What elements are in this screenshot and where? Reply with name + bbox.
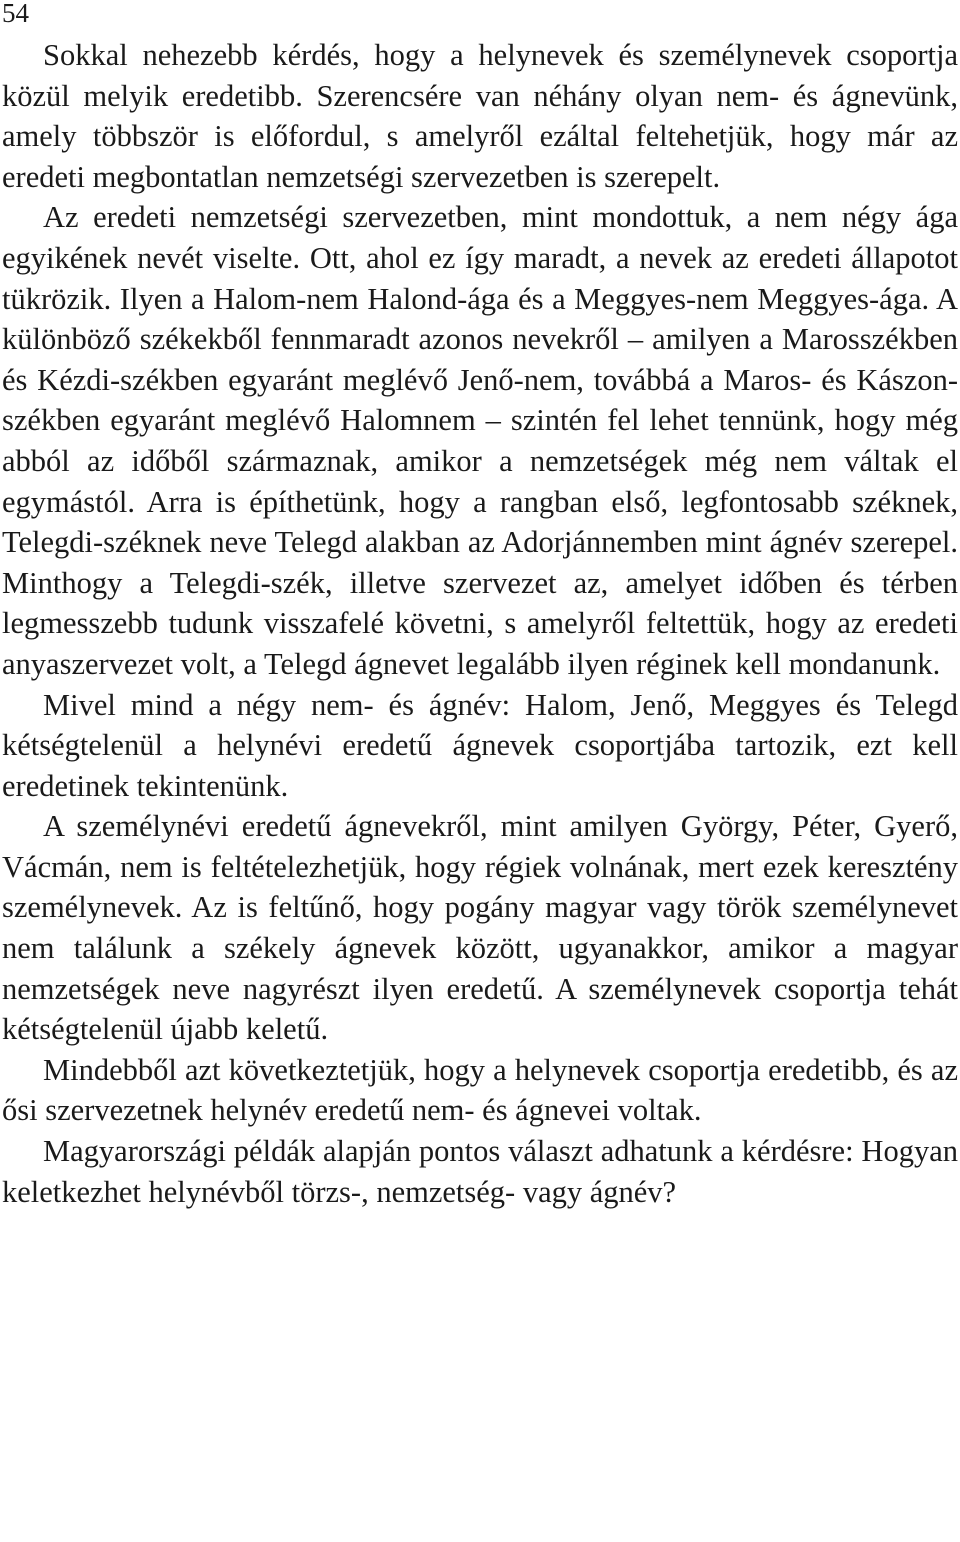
body-text [2,35,958,1212]
paragraph: A személynévi eredetű ágnevekről, mint amilyen György, Péter, Gyerő, Vácmán, nem is feltételezhetjük, hogy régiek volnának, mert ezek keresztény személynevek. Az is feltűnő, hogy pogány magyar vagy török személynevet nem találunk a székely ágnevek között, ugyanakkor, amikor a magyar nemzetségek neve nagyrészt ilyen eredetű. A személynevek csoportja tehát kétségtelenül újabb keletű. [2,809,958,1047]
paragraph: Az eredeti nemzetségi szervezetben, mint mondottuk, a nem négy ága egyikének nevét viselte. Ott, ahol ez így maradt, a nevek az eredeti állapotot tükrözik. Ilyen a Halom-nem Halond-ága és a Meggyes-nem Meggyes-ága. A különböző székekből fennmaradt azonos nevekről – amilyen a Marosszékben és Kézdi-székben egyaránt meglévő Jenő-nem, továbbá a Maros- és Kászon-székben egyaránt meglévő Halomnem – szintén fel lehet tennünk, hogy még abból az időből származnak, amikor a nemzetségek még nem váltak el egymástól. Arra is építhetünk, hogy a rangban első, legfontosabb széknek, Telegdi-széknek neve Telegd alakban az Adorjánnemben mint ágnév szerepel. Minthogy a Telegdi-szék, illetve szervezet az, amelyet időben és térben legmesszebb tudunk visszafelé követni, s amelyről feltettük, hogy az eredeti anyaszervezet volt, a Telegd ágnevet legalább ilyen réginek kell mondanunk. [2,200,958,681]
paragraph: Mindebből azt következtetjük, hogy a helynevek csoportja eredetibb, és az ősi szervezetnek helynév eredetű nem- és ágnevei voltak. [2,1052,958,1128]
paragraph: Sokkal nehezebb kérdés, hogy a helynevek és személynevek csoportja közül melyik eredetibb. Szerencsére van néhány olyan nem- és ágnevünk, amely többször is előfordul, s amelyről ezáltal feltehetjük, hogy már az eredeti megbontatlan nemzetségi szervezetben is szerepelt. [2,38,958,194]
paragraph: Mivel mind a négy nem- és ágnév: Halom, Jenő, Meggyes és Telegd kétségtelenül a helynévi eredetű ágnevek csoportjába tartozik, ezt kell eredetinek tekintenünk. [2,687,958,803]
paragraph: Magyarországi példák alapján pontos választ adhatunk a kérdésre: Hogyan keletkezhet helynévből törzs-, nemzetség- vagy ágnév? [2,1134,958,1209]
page-number: 54 [2,0,29,28]
